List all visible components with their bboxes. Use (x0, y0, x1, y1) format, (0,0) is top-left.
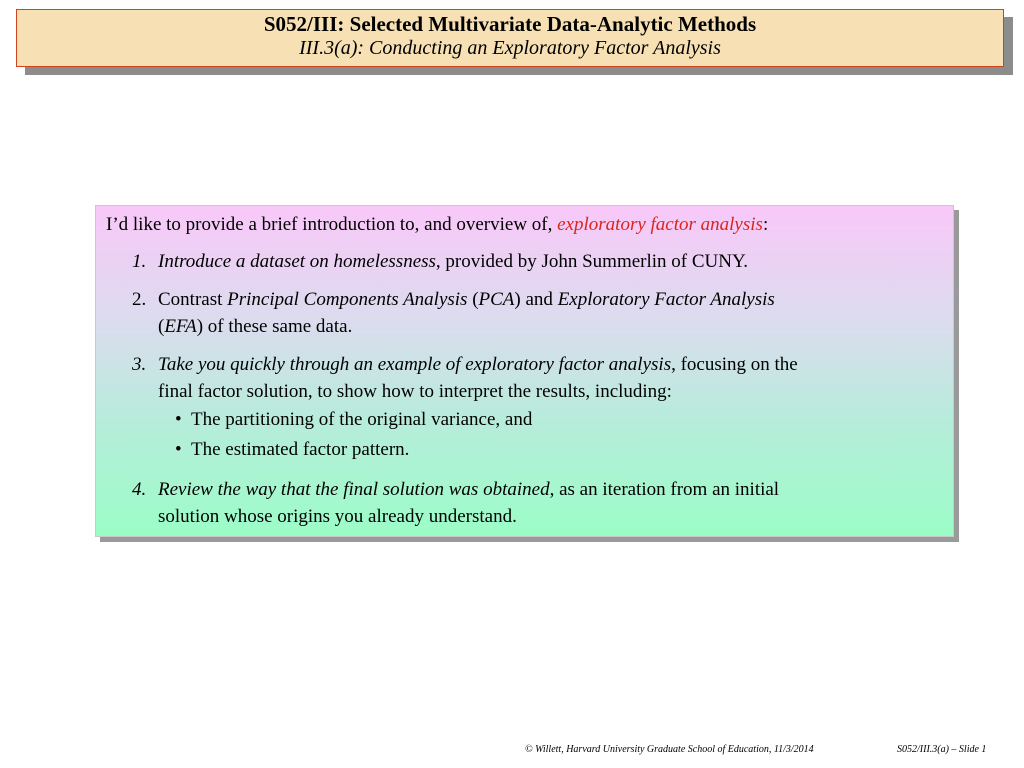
list-number-3: 3. (132, 354, 147, 375)
bullet-text-1: The partitioning of the original variance, and (191, 409, 533, 430)
item1-text: , provided by John Summerlin of CUNY. (435, 251, 749, 272)
item2-pca-abbrev: PCA (478, 289, 515, 310)
intro-paragraph (106, 213, 943, 237)
item4-text-1: , as an iteration from an initial (549, 479, 780, 500)
footer-copyright: © Willett, Harvard University Graduate School of Education, 11/3/2014 (525, 744, 814, 755)
item4-text-2: solution whose origins you already understand. (158, 506, 517, 527)
intro-colon: : (762, 214, 769, 235)
bullet-text-2: The estimated factor pattern. (191, 439, 410, 460)
list-item-3 (106, 351, 943, 405)
slide-subtitle: III.3(a): Conducting an Exploratory Factor Analysis (299, 37, 721, 59)
slide-title: S052/III: Selected Multivariate Data-Analytic Methods (263, 12, 757, 36)
bullet-item-2 (106, 435, 943, 465)
item2-efa-abbrev: EFA (164, 316, 197, 337)
item2-pca-full: Principal Components Analysis (227, 289, 468, 310)
bullet-dot: • (175, 409, 182, 430)
item2-text-2: ( (467, 289, 479, 310)
list-item-1 (106, 248, 943, 275)
item2-efa-full: Exploratory Factor Analysis (557, 289, 775, 310)
list-number-2: 2. (132, 289, 147, 310)
list-item-2 (106, 286, 943, 340)
item2-text-1: Contrast (158, 289, 228, 310)
item3-italic: Take you quickly through an example of exploratory factor analysis (158, 354, 672, 375)
item3-text-2: final factor solution, to show how to interpret the results, including: (158, 381, 672, 402)
title-banner (16, 9, 1004, 67)
bullet-dot: • (175, 439, 182, 460)
list-item-4 (106, 476, 943, 530)
item2-text-3: ) and (514, 289, 558, 310)
item1-italic: Introduce a dataset on homelessness (158, 251, 436, 272)
list-number-1: 1. (132, 251, 147, 272)
content-card (95, 205, 954, 537)
item3-text-1: , focusing on the (671, 354, 798, 375)
footer-slide-number: S052/III.3(a) – Slide 1 (897, 744, 987, 755)
item2-text-4: ) of these same data. (196, 316, 353, 337)
bullet-item-1 (106, 405, 943, 435)
intro-text: I’d like to provide a brief introduction to, and overview of, (106, 214, 558, 235)
list-number-4: 4. (132, 479, 147, 500)
intro-highlight: exploratory factor analysis (557, 214, 763, 235)
item2-text-open: ( (158, 316, 165, 337)
item4-italic: Review the way that the final solution was obtained (158, 479, 550, 500)
